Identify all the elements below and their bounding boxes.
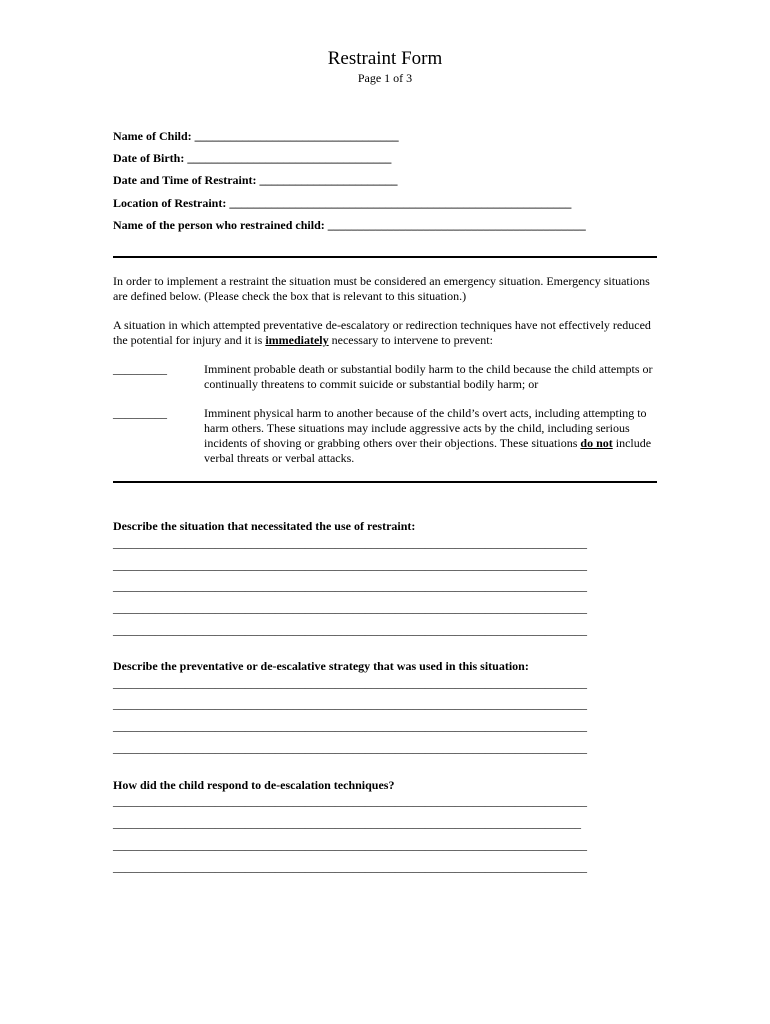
answer-line[interactable]: _______________________________________________________________________________ [113,601,587,615]
immediately-emphasis: immediately [265,333,329,347]
answer-line[interactable]: _______________________________________________________________________________ [113,719,587,733]
option-1-checkbox-blank[interactable]: _________ [113,362,167,376]
answer-line[interactable]: _______________________________________________________________________________ [113,697,587,711]
answer-line[interactable]: _______________________________________________________________________________ [113,676,587,690]
person-who-restrained-field[interactable]: Name of the person who restrained child: ___________________________________________ [113,218,586,232]
answer-line[interactable]: _______________________________________________________________________________ [113,794,587,808]
situation-paragraph: A situation in which attempted preventative de-escalatory or redirection techniques have not effectively reduced the potential for injury and it is immediately necessary to intervene to prevent: [113,318,651,347]
answer-line[interactable]: _______________________________________________________________________________ [113,838,587,852]
option-1-text: Imminent probable death or substantial bodily harm to the child because the child attempts or continually threatens to commit suicide or substantial bodily harm; or [204,362,653,391]
name-of-child-field[interactable]: Name of Child: __________________________________ [113,129,399,143]
answer-line[interactable]: _______________________________________________________________________________ [113,741,587,755]
section-divider-bottom [113,481,657,483]
date-time-of-restraint-field[interactable]: Date and Time of Restraint: _______________________ [113,173,398,187]
intro-paragraph: In order to implement a restraint the situation must be considered an emergency situation. Emergency situations are defined below. (Please check the box that is relevant to this situation.) [113,274,650,303]
answer-line[interactable]: _______________________________________________________________________________ [113,579,587,593]
date-of-birth-field[interactable]: Date of Birth: __________________________________ [113,151,392,165]
option-2-checkbox-blank[interactable]: _________ [113,406,167,420]
option-2-text: Imminent physical harm to another because of the child’s overt acts, including attempting to harm others. These situations may include aggressive acts by the child, including serious incidents of shoving or grabbing others over their objections. These situations do not include verbal threats or verbal attacks. [204,406,652,465]
answer-line[interactable]: _______________________________________________________________________________ [113,558,587,572]
location-of-restraint-field[interactable]: Location of Restraint: _________________________________________________________ [113,196,572,210]
question-strategy-label: Describe the preventative or de-escalative strategy that was used in this situation: [113,659,529,673]
answer-line[interactable]: ______________________________________________________________________________ [113,816,581,830]
answer-line[interactable]: _______________________________________________________________________________ [113,536,587,550]
form-title: Restraint Form [327,48,443,69]
answer-line[interactable]: _______________________________________________________________________________ [113,623,587,637]
answer-line[interactable]: _______________________________________________________________________________ [113,860,587,874]
question-situation-label: Describe the situation that necessitated the use of restraint: [113,519,416,533]
do-not-emphasis: do not [580,436,613,450]
page-number: Page 1 of 3 [357,71,413,85]
question-response-label: How did the child respond to de-escalation techniques? [113,778,395,792]
section-divider-top [113,256,657,258]
